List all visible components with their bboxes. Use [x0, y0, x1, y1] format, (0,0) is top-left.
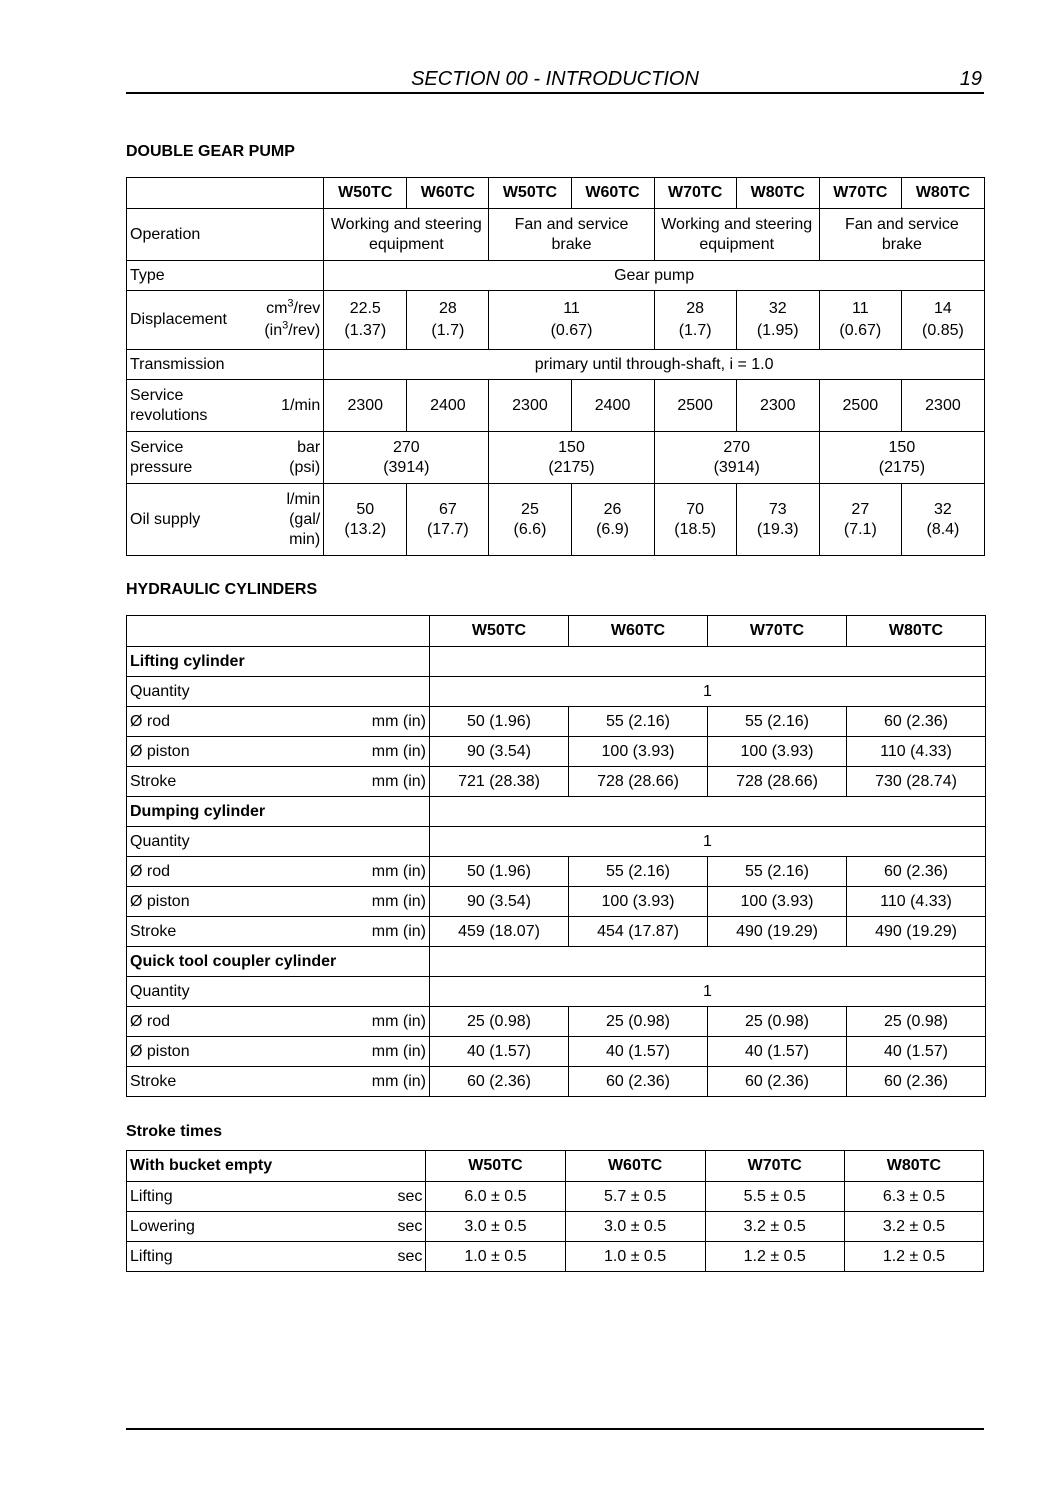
oil-value-metric: 73 [768, 500, 787, 518]
stroke-label-cell [127, 1242, 426, 1272]
oil-value [489, 484, 571, 556]
spec-value: 55 (2.16) [569, 707, 708, 737]
oil-value-metric: 27 [851, 500, 870, 518]
spec-unit: mm (in) [371, 892, 426, 910]
transmission-label: Transmission [127, 350, 324, 380]
revolutions-value: 2500 [819, 380, 901, 432]
oil-value [819, 484, 901, 556]
spec-unit: mm (in) [371, 862, 426, 880]
stroke-label: Lifting [130, 1187, 173, 1205]
pump-oil-row [127, 484, 985, 556]
quantity-label: Quantity [127, 677, 430, 707]
stroke-value: 6.0 ± 0.5 [426, 1182, 565, 1212]
oil-value-imperial: (18.5) [674, 520, 717, 538]
stroke-value: 1.0 ± 0.5 [565, 1242, 705, 1272]
stroke-title: Stroke times [126, 1123, 223, 1140]
model-header: W50TC [426, 1151, 565, 1182]
cylinder-spec-row [127, 1037, 986, 1067]
spec-label-wrap [130, 862, 426, 882]
cylinder-spec-row [127, 707, 986, 737]
cylinder-group-row [127, 797, 986, 827]
oil-value-imperial: (6.9) [596, 520, 629, 538]
spec-value: 60 (2.36) [430, 1067, 569, 1097]
spec-label-cell [127, 767, 430, 797]
model-header: W60TC [571, 178, 654, 209]
spec-value: 728 (28.66) [708, 767, 847, 797]
spec-label: Ø rod [130, 712, 171, 730]
spec-label-cell [127, 857, 430, 887]
spec-value: 100 (3.93) [569, 737, 708, 767]
cylinder-spec-row [127, 1007, 986, 1037]
stroke-unit: sec [397, 1247, 423, 1265]
stroke-value: 3.2 ± 0.5 [844, 1212, 983, 1242]
spec-label: Ø piston [130, 892, 190, 910]
stroke-unit: sec [397, 1187, 423, 1205]
spec-value: 40 (1.57) [430, 1037, 569, 1067]
stroke-value: 3.0 ± 0.5 [565, 1212, 705, 1242]
spec-value: 25 (0.98) [569, 1007, 708, 1037]
stroke-label: Lifting [130, 1247, 173, 1265]
cylinders-header-blank [127, 616, 430, 647]
stroke-value: 1.0 ± 0.5 [426, 1242, 565, 1272]
displacement-unit: $cm^3$/rev $(in^3/rev)$ [264, 297, 321, 339]
cylinders-title: HYDRAULIC CYLINDERS [126, 581, 318, 598]
spec-value: 100 (3.93) [708, 737, 847, 767]
operation-value: Working and steering equipment [654, 209, 819, 261]
displacement-label: Displacement [130, 311, 227, 328]
stroke-label-wrap [130, 1217, 422, 1237]
spec-unit: mm (in) [371, 1012, 426, 1030]
oil-value [901, 484, 984, 556]
spec-label: Stroke [130, 1072, 177, 1090]
revolutions-value: 2300 [901, 380, 984, 432]
pressure-value: 150 (2175) [819, 432, 984, 484]
operation-value: Fan and service brake [489, 209, 654, 261]
revolutions-cell [127, 380, 324, 432]
stroke-label-wrap [130, 1187, 422, 1207]
spec-value: 60 (2.36) [708, 1067, 847, 1097]
pump-revolutions-row [127, 380, 985, 432]
spec-label-cell [127, 1037, 430, 1067]
model-header: W50TC [324, 178, 407, 209]
revolutions-value: 2300 [324, 380, 407, 432]
spec-value: 50 (1.96) [430, 857, 569, 887]
spec-value: 100 (3.93) [708, 887, 847, 917]
spec-value: 25 (0.98) [708, 1007, 847, 1037]
pump-table [126, 177, 985, 556]
pressure-label: Service pressure [130, 438, 193, 476]
spec-value: 40 (1.57) [847, 1037, 986, 1067]
spec-value: 100 (3.93) [569, 887, 708, 917]
stroke-label-cell [127, 1212, 426, 1242]
spec-label-wrap [130, 772, 426, 792]
spec-value: 25 (0.98) [847, 1007, 986, 1037]
cylinder-group-spacer [430, 947, 986, 977]
spec-value: 40 (1.57) [569, 1037, 708, 1067]
cylinder-spec-row [127, 767, 986, 797]
quantity-value: 1 [430, 677, 986, 707]
pump-header-blank [127, 178, 324, 209]
spec-label-cell [127, 917, 430, 947]
pressure-value: 270 (3914) [654, 432, 819, 484]
stroke-label-cell [127, 1182, 426, 1212]
stroke-header-label: With bucket empty [127, 1151, 426, 1182]
operation-value: Working and steering equipment [324, 209, 489, 261]
stroke-label-wrap [130, 1247, 422, 1267]
cylinders-table [126, 615, 986, 1097]
oil-value-imperial: (19.3) [756, 520, 799, 538]
revolutions-value: 2300 [489, 380, 571, 432]
spec-value: 90 (3.54) [430, 887, 569, 917]
operation-value: Fan and service brake [819, 209, 984, 261]
pump-transmission-row [127, 350, 985, 380]
cylinder-group-name: Lifting cylinder [127, 647, 430, 677]
spec-label-cell [127, 707, 430, 737]
model-header: W80TC [847, 616, 986, 647]
oil-value-imperial: (8.4) [926, 520, 960, 538]
displacement-value: 28 (1.7) [407, 291, 489, 350]
pressure-value: 270 (3914) [324, 432, 489, 484]
spec-label-cell [127, 887, 430, 917]
oil-value [736, 484, 819, 556]
displacement-value: 32 (1.95) [736, 291, 819, 350]
cylinder-group-name: Dumping cylinder [127, 797, 430, 827]
page-header [126, 66, 984, 94]
spec-value: 721 (28.38) [430, 767, 569, 797]
revolutions-value: 2400 [407, 380, 489, 432]
spec-value: 454 (17.87) [569, 917, 708, 947]
cylinder-spec-row [127, 857, 986, 887]
revolutions-value: 2300 [736, 380, 819, 432]
revolutions-label: Service revolutions [130, 386, 208, 424]
oil-value-imperial: (7.1) [843, 520, 877, 538]
oil-value-metric: 70 [686, 500, 705, 518]
revolutions-unit: 1/min [281, 396, 321, 414]
cylinder-spec-row [127, 917, 986, 947]
displacement-value: 11 (0.67) [489, 291, 654, 350]
spec-unit: mm (in) [371, 712, 426, 730]
cylinder-group-spacer [430, 647, 986, 677]
oil-value-metric: 32 [934, 500, 952, 518]
spec-label-wrap [130, 922, 426, 942]
stroke-header-row [127, 1151, 984, 1182]
model-header: W50TC [430, 616, 569, 647]
displacement-cell [127, 291, 324, 350]
spec-unit: mm (in) [371, 772, 426, 790]
spec-label: Stroke [130, 772, 177, 790]
quantity-row [127, 677, 986, 707]
quantity-row [127, 977, 986, 1007]
stroke-value: 5.5 ± 0.5 [705, 1182, 844, 1212]
oil-value [654, 484, 736, 556]
quantity-value: 1 [430, 827, 986, 857]
displacement-value: 11 (0.67) [819, 291, 901, 350]
oil-value [324, 484, 407, 556]
spec-label: Ø piston [130, 1042, 190, 1060]
spec-unit: mm (in) [371, 742, 426, 760]
stroke-label: Lowering [130, 1217, 195, 1235]
cylinder-group-name: Quick tool coupler cylinder [127, 947, 430, 977]
spec-value: 25 (0.98) [430, 1007, 569, 1037]
transmission-value: primary until through-shaft, i = 1.0 [324, 350, 985, 380]
cylinder-group-spacer [430, 797, 986, 827]
oil-value-metric: 25 [521, 500, 539, 518]
spec-value: 728 (28.66) [569, 767, 708, 797]
model-header: W70TC [708, 616, 847, 647]
spec-value: 90 (3.54) [430, 737, 569, 767]
spec-value: 55 (2.16) [708, 857, 847, 887]
model-header: W80TC [736, 178, 819, 209]
spec-unit: mm (in) [371, 1042, 426, 1060]
oil-value-metric: 50 [356, 500, 375, 518]
spec-label: Ø piston [130, 742, 190, 760]
pressure-cell [127, 432, 324, 484]
oil-cell [127, 484, 324, 556]
spec-value: 40 (1.57) [708, 1037, 847, 1067]
spec-label-cell [127, 737, 430, 767]
cylinder-spec-row [127, 1067, 986, 1097]
spec-value: 110 (4.33) [847, 887, 986, 917]
spec-label: Stroke [130, 922, 177, 940]
section-title: SECTION 00 - INTRODUCTION [411, 68, 699, 90]
stroke-value: 1.2 ± 0.5 [705, 1242, 844, 1272]
cylinder-group-row [127, 647, 986, 677]
operation-label: Operation [127, 209, 324, 261]
type-value: Gear pump [324, 261, 985, 291]
quantity-label: Quantity [127, 827, 430, 857]
displacement-value: 14 (0.85) [901, 291, 984, 350]
stroke-times-table [126, 1150, 984, 1272]
spec-value: 60 (2.36) [847, 857, 986, 887]
spec-value: 55 (2.16) [569, 857, 708, 887]
oil-value-metric: 67 [438, 500, 457, 518]
stroke-value: 3.0 ± 0.5 [426, 1212, 565, 1242]
spec-unit: mm (in) [371, 922, 426, 940]
spec-label-cell [127, 1067, 430, 1097]
stroke-value: 6.3 ± 0.5 [844, 1182, 983, 1212]
cylinders-header-row [127, 616, 986, 647]
model-header: W70TC [819, 178, 901, 209]
revolutions-value: 2500 [654, 380, 736, 432]
type-label: Type [127, 261, 324, 291]
oil-value-metric: 26 [603, 500, 622, 518]
spec-value: 110 (4.33) [847, 737, 986, 767]
cylinder-spec-row [127, 737, 986, 767]
spec-label: Ø rod [130, 862, 171, 880]
pressure-unit: bar (psi) [289, 438, 321, 476]
pump-pressure-row [127, 432, 985, 484]
oil-value [407, 484, 489, 556]
spec-value: 55 (2.16) [708, 707, 847, 737]
stroke-unit: sec [397, 1217, 423, 1235]
spec-label-wrap [130, 1012, 426, 1032]
page-number: 19 [959, 68, 982, 90]
revolutions-value: 2400 [571, 380, 654, 432]
spec-value: 60 (2.36) [847, 707, 986, 737]
oil-label: Oil supply [130, 510, 201, 528]
pump-header-row [127, 178, 985, 209]
stroke-row [127, 1242, 984, 1272]
spec-label-wrap [130, 742, 426, 762]
pump-type-row [127, 261, 985, 291]
oil-value-imperial: (6.6) [513, 520, 547, 538]
model-header: W80TC [901, 178, 984, 209]
quantity-label: Quantity [127, 977, 430, 1007]
model-header: W60TC [407, 178, 489, 209]
model-header: W70TC [654, 178, 736, 209]
spec-label-wrap [130, 1042, 426, 1062]
quantity-row [127, 827, 986, 857]
stroke-value: 1.2 ± 0.5 [844, 1242, 983, 1272]
cylinder-group-row [127, 947, 986, 977]
spec-label-cell [127, 1007, 430, 1037]
model-header: W60TC [565, 1151, 705, 1182]
oil-unit: l/min (gal/ min) [286, 490, 321, 548]
oil-value-imperial: (13.2) [344, 520, 387, 538]
spec-value: 60 (2.36) [569, 1067, 708, 1097]
cylinder-spec-row [127, 887, 986, 917]
spec-value: 490 (19.29) [847, 917, 986, 947]
spec-label-wrap [130, 892, 426, 912]
spec-value: 730 (28.74) [847, 767, 986, 797]
oil-value-imperial: (17.7) [426, 520, 469, 538]
stroke-row [127, 1182, 984, 1212]
model-header: W80TC [844, 1151, 983, 1182]
stroke-value: 5.7 ± 0.5 [565, 1182, 705, 1212]
quantity-value: 1 [430, 977, 986, 1007]
stroke-value: 3.2 ± 0.5 [705, 1212, 844, 1242]
spec-value: 50 (1.96) [430, 707, 569, 737]
pump-displacement-row [127, 291, 985, 350]
spec-value: 490 (19.29) [708, 917, 847, 947]
pressure-value: 150 (2175) [489, 432, 654, 484]
displacement-value: 28 (1.7) [654, 291, 736, 350]
spec-label: Ø rod [130, 1012, 171, 1030]
spec-unit: mm (in) [371, 1072, 426, 1090]
model-header: W60TC [569, 616, 708, 647]
spec-label-wrap [130, 712, 426, 732]
pump-operation-row [127, 209, 985, 261]
model-header: W50TC [489, 178, 571, 209]
pump-title: DOUBLE GEAR PUMP [126, 143, 295, 160]
oil-value [571, 484, 654, 556]
spec-label-wrap [130, 1072, 426, 1092]
stroke-row [127, 1212, 984, 1242]
displacement-value: 22.5 (1.37) [324, 291, 407, 350]
spec-value: 459 (18.07) [430, 917, 569, 947]
model-header: W70TC [705, 1151, 844, 1182]
spec-value: 60 (2.36) [847, 1067, 986, 1097]
footer-rule [126, 1428, 984, 1430]
